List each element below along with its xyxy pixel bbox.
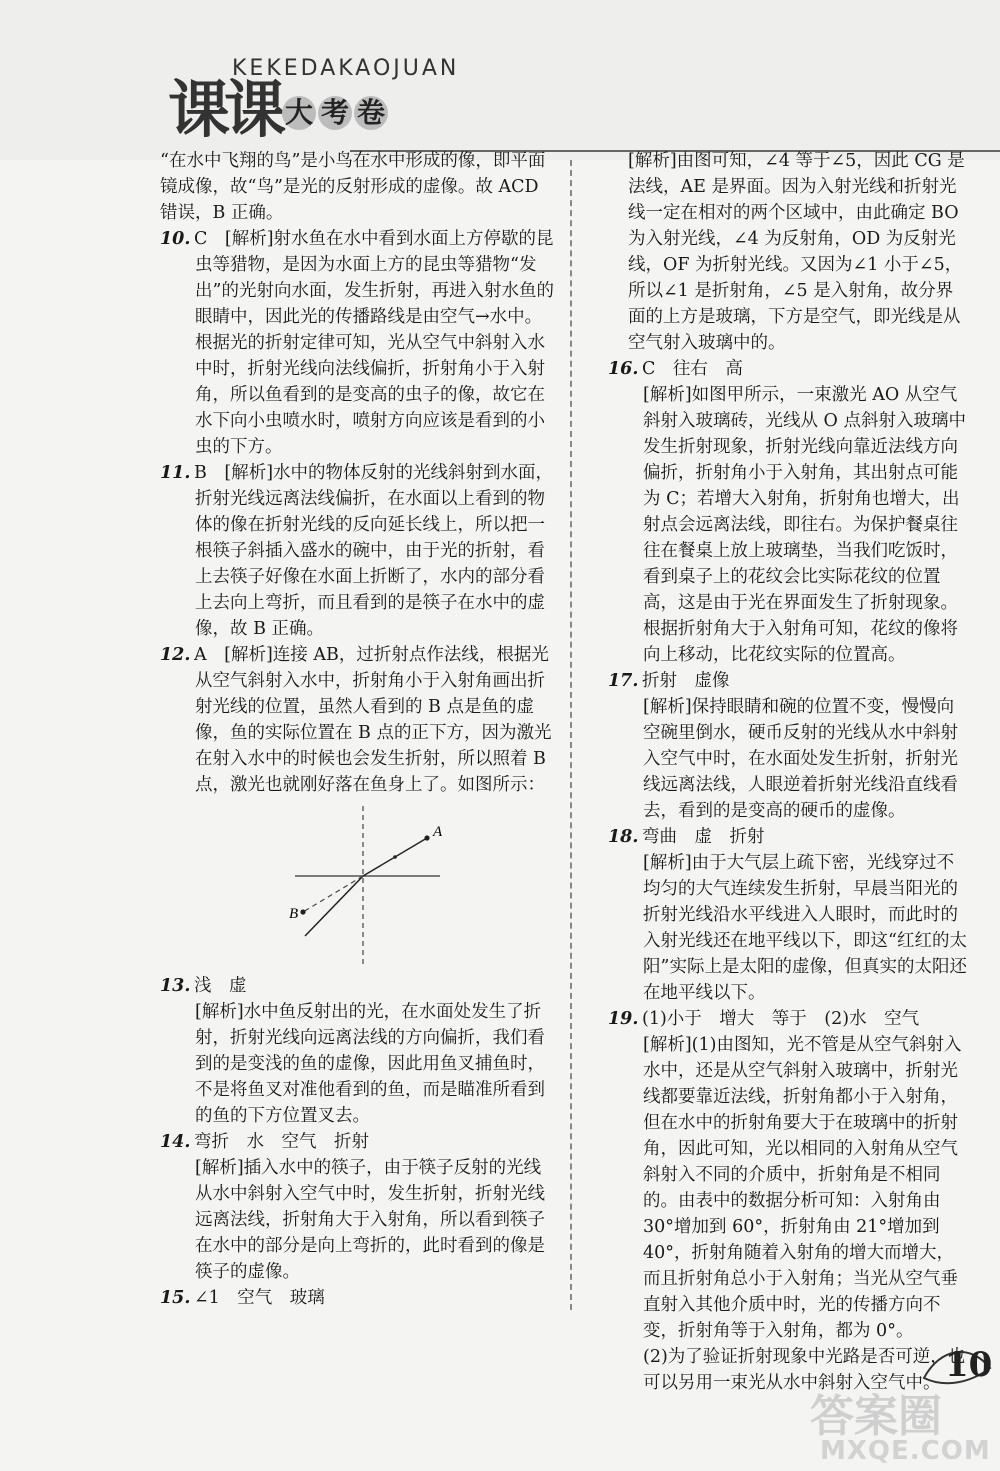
header-background bbox=[0, 0, 1000, 160]
page-header bbox=[0, 0, 1000, 160]
answer-item-15-cont: [解析]由图可知，∠4 等于∠5，因此 CG 是法线，AE 是界面。因为入射光线和折射光线一定在相对的两个区域中，由此确定 BO 为入射光线，∠4 为反射角，OD 为反射光线，OF 为折射光线。又因为∠1 小于∠5，所以∠1 是折射角，∠5 是入射角，故分界面的上方是玻璃，下方是空气，即光线是从空气射入玻璃中的。 bbox=[628, 151, 965, 353]
answer-item-15: 15. ∠1 空气 玻璃 bbox=[160, 1288, 325, 1308]
right-column bbox=[608, 148, 968, 1396]
answer-item-9-cont: “在水中飞翔的鸟”是小鸟在水中形成的像，即平面镜成像，故“鸟”是光的反射形成的虚像。故 ACD 错误，B 正确。 bbox=[160, 151, 546, 223]
refraction-diagram bbox=[195, 798, 590, 973]
answer-item-12: 12. A [解析]连接 AB，过折射点作法线，根据光从空气斜射入水中，折射角小于入射角画出折射光线的位置，虽然人看到的 B 点是鱼的虚像，鱼的实际位置在 B 点的正下方，因为激光在射入水中的时候也会发生折射，所以照着 B 点，激光也就刚好落在鱼身上了。如图所示： A B bbox=[160, 642, 555, 973]
brand-subtitle: 大 考 卷 bbox=[282, 96, 390, 130]
answer-item-14: 14. 弯折 水 空气 折射 [解析]插入水中的筷子，由于筷子反射的光线从水中斜射入空气中时，发生折射，折射光线远离法线，折射角大于入射角，所以看到筷子在水中的部分是向上弯折的，此时看到的像是筷子的虚像。 bbox=[160, 1132, 545, 1282]
answer-item-13: 13. 浅 虚 [解析]水中鱼反射出的光，在水面处发生了折射，折射光线向远离法线的方向偏折，我们看到的是变浅的鱼的虚像，因此用鱼叉捕鱼时，不是将鱼叉对准他看到的鱼，而是瞄准所看到的鱼的下方位置叉去。 bbox=[160, 976, 545, 1126]
answer-item-17: 17. 折射 虚像 [解析]保持眼睛和碗的位置不变，慢慢向空碗里倒水，硬币反射的光线从水中斜射入空气中时，在水面处发生折射，折射光线远离法线，人眼逆着折射光线沿直线看去，看到的是变高的硬币的虚像。 bbox=[608, 671, 958, 821]
answer-item-11: 11. B [解析]水中的物体反射的光线斜射到水面，折射光线远离法线偏折，在水面以上看到的物体的像在折射光线的反向延长线上，所以把一根筷子斜插入盛水的碗中，由于光的折射，看上去筷子好像在水面上折断了，水内的部分看上去向上弯折，而且看到的是筷子在水中的虚像，故 B 正确。 bbox=[160, 463, 554, 639]
label-a: A bbox=[433, 824, 443, 840]
point-a bbox=[424, 835, 429, 840]
answer-item-19: 19. (1)小于 增大 等于 (2)水 空气 [解析](1)由图知，光不管是从空气斜射入水中，还是从空气斜射入玻璃中，折射光线都要靠近法线，折射角都小于入射角，但在水中的折射角要大于在玻璃中的折射角，因此可知，光以相同的入射角从空气斜射入不同的介质中，折射角是不相同的。由表中的数据分析可知：入射角由 30°增加到 60°，折射角由 21°增加到 40°，折射角随着入射角的增大而增大，而且折射角总小于入射角；当光从空气垂直射入其他介质中时，光的传播方向不变，折射角等于入射角，都为 0°。 (2)为了验证折射现象中光路是否可逆，也可以另用一束光从水中斜射入空气中。 bbox=[608, 1009, 966, 1393]
point-b bbox=[300, 909, 305, 914]
column-divider bbox=[570, 160, 572, 1310]
page-number: 10 bbox=[945, 1345, 993, 1385]
ray-arrow-mark bbox=[393, 855, 397, 859]
answer-item-16: 16. C 往右 高 [解析]如图甲所示，一束激光 AO 从空气斜射入玻璃砖，光线从 O 点斜射入玻璃中发生折射现象，折射光线向靠近法线方向偏折，折射角小于入射角，其出射点可能为 C；若增大入射角，折射角也增大，出射点会远离法线，即往右。为保护餐桌往往在餐桌上放上玻璃垫，当我们吃饭时，看到桌子上的花纹会比实际花纹的位置高，这是由于光在界面发生了折射现象。根据折射角大于入射角可知，花纹的像将向上移动，比花纹实际的位置高。 bbox=[608, 359, 966, 665]
refraction-svg bbox=[195, 798, 555, 973]
watermark-url: MXQE.COM bbox=[820, 1436, 991, 1466]
watermark-logo: 答案圈 bbox=[810, 1391, 942, 1442]
brand-pinyin: KEKEDAKAOJUAN bbox=[232, 56, 460, 81]
label-b: B bbox=[289, 906, 299, 922]
answer-item-18: 18. 弯曲 虚 折射 [解析]由于大气层上疏下密，光线穿过不均匀的大气连续发生折射，早晨当阳光的折射光线沿水平线进入人眼时，而此时的入射光线还在地平线以下，即这“红红的太阳”实际上是太阳的虚像，但真实的太阳还在地平线以下。 bbox=[608, 827, 967, 1003]
brand-logo: 课课 bbox=[168, 73, 281, 146]
left-column bbox=[160, 148, 555, 1311]
answer-item-10: 10. C [解析]射水鱼在水中看到水面上方停歇的昆虫等猎物，是因为水面上方的昆虫等猎物“发出”的光射向水面，发生折射，再进入射水鱼的眼睛中，因此光的传播路线是由空气→水中。根据光的折射定律可知，光从空气中斜射入水中时，折射光线向法线偏折，折射角小于入射角，所以鱼看到的是变高的虫子的像，故它在水下向小虫喷水时，喷射方向应该是看到的小虫的下方。 bbox=[160, 229, 554, 457]
